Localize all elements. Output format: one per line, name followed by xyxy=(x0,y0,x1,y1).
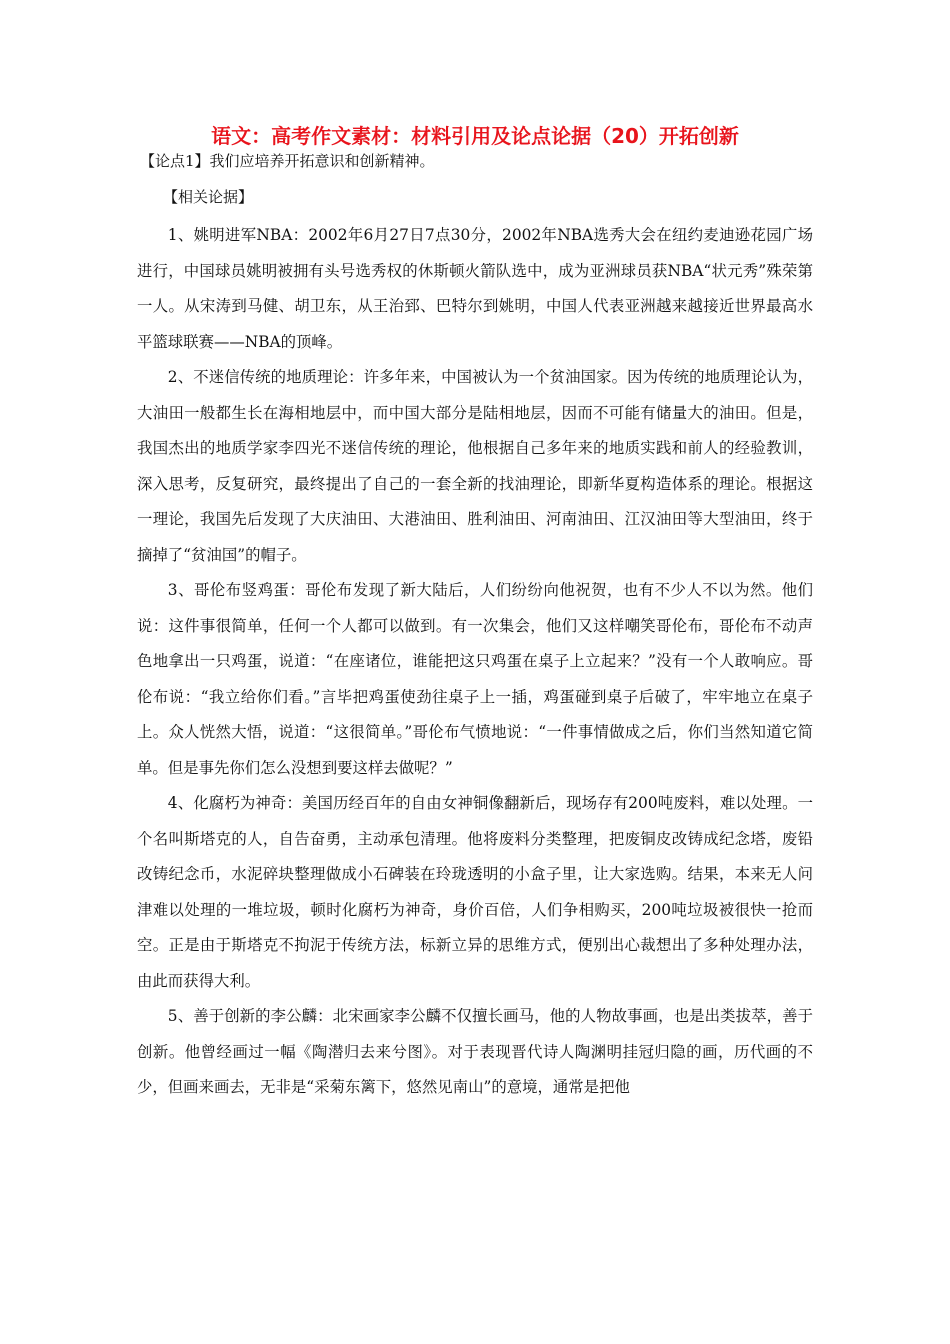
document-title: 语文：高考作文素材：材料引用及论点论据（20）开拓创新 xyxy=(211,124,739,148)
paragraph-columbus-egg: 3、哥伦布竖鸡蛋：哥伦布发现了新大陆后，人们纷纷向他祝贺，也有不少人不以为然。他们说：这件事很简单，任何一个人都可以做到。有一次集会，他们又这样嘲笑哥伦布，哥伦布不动声色地拿出一只鸡蛋，说道：“在座诸位，谁能把这只鸡蛋在桌子上立起来？”没有一个人敢响应。哥伦布说：“我立给你们看。”言毕把鸡蛋使劲往桌子上一插，鸡蛋碰到桌子后破了，牢牢地立在桌子上。众人恍然大悟，说道：“这很简单。”哥伦布气愤地说：“一件事情做成之后，你们当然知道它简单。但是事先你们怎么没想到要这样去做呢？” xyxy=(137,581,813,777)
paragraph-statue-of-liberty-waste: 4、化腐朽为神奇：美国历经百年的自由女神铜像翻新后，现场存有200吨废料，难以处理。一个名叫斯塔克的人，自告奋勇，主动承包清理。他将废料分类整理，把废铜皮改铸成纪念塔，废铅改铸纪念币，水泥碎块整理做成小石碑装在玲珑透明的小盒子里，让大家选购。结果，本来无人问津难以处理的一堆垃圾，顿时化腐朽为神奇，身价百倍，人们争相购买，200吨垃圾被很快一抢而空。正是由于斯塔克不拘泥于传统方法，标新立异的思维方式，便别出心裁想出了多种处理办法，由此而获得大利。 xyxy=(137,794,813,990)
paragraph-yao-ming: 1、姚明进军NBA：2002年6月27日7点30分，2002年NBA选秀大会在纽约麦迪逊花园广场进行，中国球员姚明被拥有头号选秀权的休斯顿火箭队选中，成为亚洲球员获NBA“状元秀”殊荣第一人。从宋涛到马健、胡卫东，从王治郅、巴特尔到姚明，中国人代表亚洲越来越接近世界最高水平篮球联赛——NBA的顶峰。 xyxy=(137,226,813,351)
evidence-heading: 【相关论据】 xyxy=(163,188,254,206)
paragraph-geology-theory: 2、不迷信传统的地质理论：许多年来，中国被认为一个贫油国家。因为传统的地质理论认为，大油田一般都生长在海相地层中，而中国大部分是陆相地层，因而不可能有储量大的油田。但是，我国杰出的地质学家李四光不迷信传统的理论，他根据自己多年来的地质实践和前人的经验教训，深入思考，反复研究，最终提出了自己的一套全新的找油理论，即新华夏构造体系的理论。根据这一理论，我国先后发现了大庆油田、大港油田、胜利油田、河南油田、江汉油田等大型油田，终于摘掉了“贫油国”的帽子。 xyxy=(137,368,813,564)
document-body xyxy=(137,218,813,1106)
paragraph-li-gonglin: 5、善于创新的李公麟：北宋画家李公麟不仅擅长画马，他的人物故事画，也是出类拔萃，善于创新。他曾经画过一幅《陶潜归去来兮图》。对于表现晋代诗人陶渊明挂冠归隐的画，历代画的不少，但画来画去，无非是“采菊东篱下，悠然见南山”的意境，通常是把他 xyxy=(137,1007,813,1096)
thesis-statement: 【论点1】我们应培养开拓意识和创新精神。 xyxy=(140,152,435,170)
